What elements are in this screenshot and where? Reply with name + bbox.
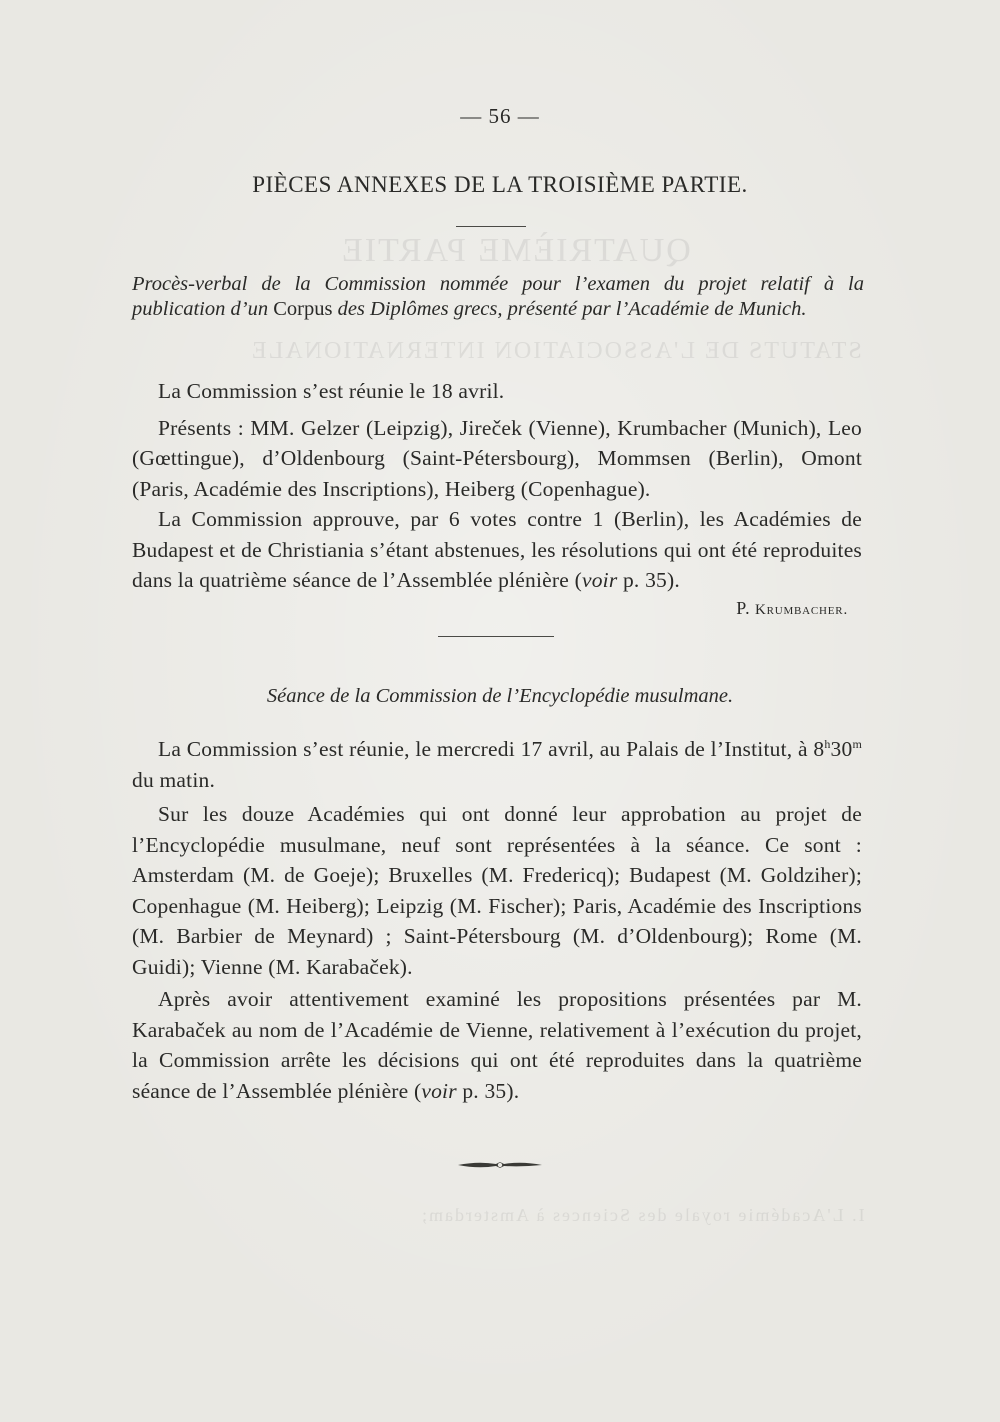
proces-verbal-paragraph: La Commission s’est réunie le 18 avril.	[158, 379, 505, 403]
voir-reference: voir	[581, 568, 618, 592]
show-through-decoration: I. L'Académie royale des Sciences à Amsterdam;	[420, 1205, 865, 1225]
minute-superscript: m	[852, 736, 862, 751]
seance-paragraph-text: La Commission s’est réunie, le mercredi 17 avril, au Palais de l’Institut, à 8	[158, 737, 825, 761]
proces-verbal-heading-part1: Procès-verbal de la Commission nommée pour l’examen du projet relatif à la publication d’un	[132, 273, 864, 320]
seance-paragraph-text: du matin.	[132, 767, 216, 792]
proces-verbal-paragraph: Présents : MM. Gelzer (Leipzig), Jireček (Vienne), Krumbacher (Munich), Leo (Gœttingue), d’Oldenbourg (Saint-Pétersbourg), Mommsen (Berlin), Omont (Paris, Académie des Inscriptions), Heiberg (Copenhague).	[132, 415, 862, 501]
seance-heading: Séance de la Commission de l’Encyclopédie musulmane.	[266, 685, 734, 707]
section-title: PIÈCES ANNEXES DE LA TROISIÈME PARTIE.	[252, 172, 748, 197]
tail-ornament-icon	[456, 1158, 544, 1172]
voir-reference: voir	[421, 1078, 457, 1103]
page-number: — 56 —	[460, 104, 540, 128]
signature	[736, 598, 848, 619]
proces-verbal-paragraph	[132, 504, 862, 596]
seance-paragraph-text: p. 35).	[456, 1078, 520, 1103]
proces-verbal-paragraph-text: La Commission approuve, par 6 votes contre 1 (Berlin), les Académies de Budapest et de Christiania s’étant abstenues, les résolutions qui ont été reproduites dans la quatrième séance de l’Assemblée plénière (	[132, 507, 862, 592]
proces-verbal-heading-part2: des Diplômes grecs, présenté par l’Académie de Munich.	[332, 298, 807, 320]
short-rule	[456, 226, 526, 227]
hour-superscript: h	[824, 736, 831, 751]
signature-initial: P.	[736, 598, 751, 618]
show-through-decoration: QUATRIÈME PARTIE	[340, 232, 691, 269]
proces-verbal-paragraph-text: p. 35).	[617, 568, 680, 592]
show-through-decoration: STATUTS DE L'ASSOCIATION INTERNATIONALE	[250, 338, 862, 364]
proces-verbal-body	[132, 376, 862, 596]
seance-paragraph	[132, 984, 862, 1106]
proces-verbal-heading	[132, 272, 864, 322]
section-rule	[438, 636, 554, 637]
seance-paragraph-text: 30	[830, 737, 853, 761]
seance-paragraph: Sur les douze Académies qui ont donné leur approbation au projet de l’Encyclopédie musulmane, neuf sont représentées à la séance. Ce sont : Amsterdam (M. de Goeje); Bruxelles (M. Fredericq); Budapest (M. Goldziher); Copenhague (M. Heiberg); Leipzig (M. Fischer); Paris, Académie des Inscriptions (M. Barbier de Meynard) ; Saint-Pétersbourg (M. d’Oldenbourg); Rome (M. Guidi); Vienne (M. Karabaček).	[132, 802, 862, 979]
seance-paragraph-text: Après avoir attentivement examiné les propositions présentées par M. Karabaček au nom de l’Académie de Vienne, relativement à l’exécution du projet, la Commission arrête les décisions qui ont été reproduites dans la quatrième séance de l’Assemblée plénière (	[132, 987, 862, 1103]
signature-name: Krumbacher.	[754, 602, 848, 618]
seance-paragraph	[132, 734, 862, 795]
seance-body	[132, 734, 862, 1106]
proces-verbal-heading-corpus: Corpus	[273, 298, 333, 320]
